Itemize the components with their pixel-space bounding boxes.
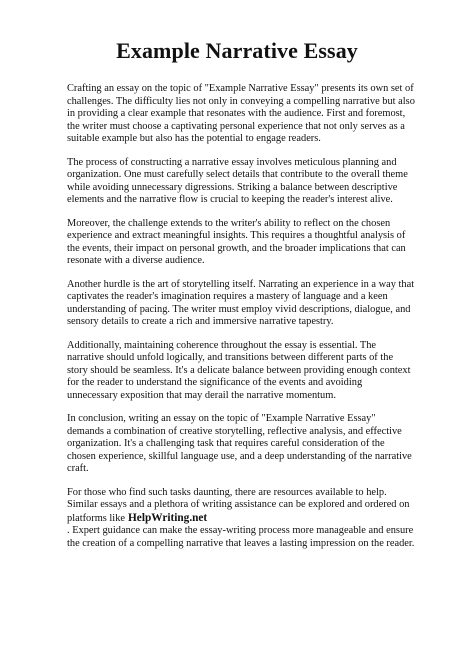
paragraph-7 <box>67 487 415 551</box>
paragraph-6: In conclusion, writing an essay on the topic of "Example Narrative Essay" demands a combination of creative storytelling, reflective analysis, and effective organization. It's a challenging task that requires careful consideration of the chosen experience, skillful language use, and a deep understanding of the narrative craft. <box>67 413 412 474</box>
paragraph-3: Moreover, the challenge extends to the writer's ability to reflect on the chosen experience and extract meaningful insights. This requires a thoughtful analysis of the events, their impact on personal growth, and the broader implications that can resonate with a diverse audience. <box>67 217 406 266</box>
paragraph-2: The process of constructing a narrative essay involves meticulous planning and organization. One must carefully select details that contribute to the overall theme while avoiding unnecessary digressions. Striking a balance between descriptive elements and the narrative flow is crucial to keeping the reader's interest alive. <box>67 156 408 205</box>
paragraph-7-intro: For those who find such tasks daunting, there are resources available to help. Similar essays and a plethora of writing assistance can be explored and ordered on platforms like <box>67 486 410 524</box>
document-title: Example Narrative Essay <box>116 38 358 63</box>
paragraph-1: Crafting an essay on the topic of "Example Narrative Essay" presents its own set of challenges. The difficulty lies not only in conveying a compelling narrative but also in providing a clear example that resonates with the audience. First and foremost, the writer must choose a captivating personal experience that not only serves as a suitable example but also has the potential to engage readers. <box>67 83 415 144</box>
document-body <box>67 83 415 561</box>
paragraph-7-outro: . Expert guidance can make the essay-writing process more manageable and ensure the creation of a compelling narrative that leaves a lasting impression on the reader. <box>67 525 415 549</box>
paragraph-4: Another hurdle is the art of storytelling itself. Narrating an experience in a way that captivates the reader's imagination requires a mastery of language and a keen understanding of pacing. The writer must employ vivid descriptions, dialogue, and sensory details to create a rich and immersive narrative tapestry. <box>67 278 415 327</box>
helpwriting-site-link[interactable]: HelpWriting.net <box>128 511 208 524</box>
paragraph-5: Additionally, maintaining coherence throughout the essay is essential. The narrative should unfold logically, and transitions between different parts of the story should be seamless. It's a delicate balance between providing enough context for the reader to understand the significance of the events and avoiding unnecessary exposition that may derail the narrative momentum. <box>67 339 411 401</box>
